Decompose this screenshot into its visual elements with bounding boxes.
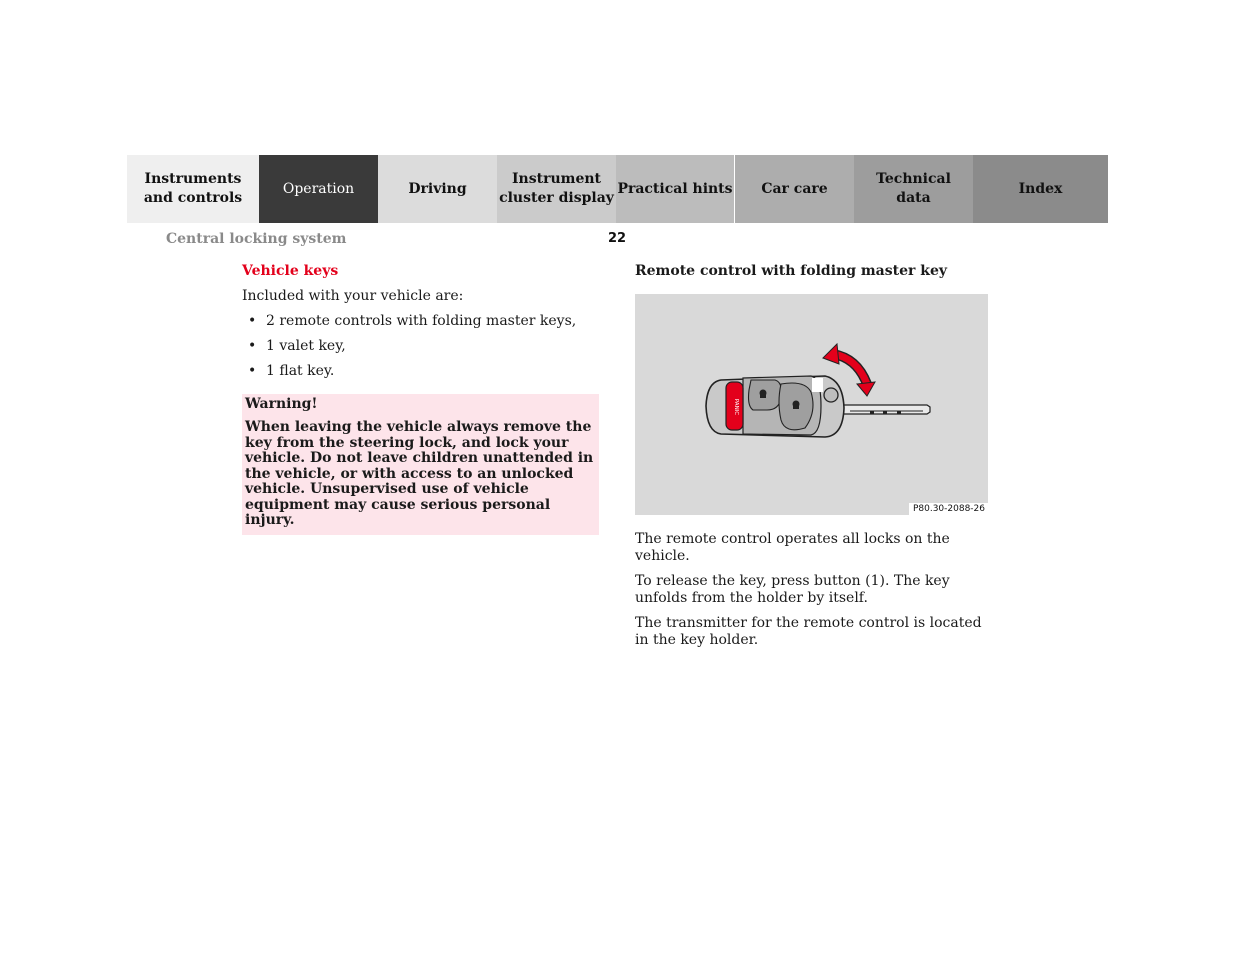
tab-instrument-cluster-display[interactable]: Instrument cluster display bbox=[497, 155, 616, 223]
right-column bbox=[635, 262, 988, 657]
panic-label: PANIC bbox=[733, 398, 739, 416]
bullet-icon: • bbox=[248, 338, 257, 354]
key-blade bbox=[840, 405, 930, 414]
list-item bbox=[242, 363, 599, 380]
tab-technical-data[interactable]: Technical data bbox=[854, 155, 973, 223]
warning-title: Warning! bbox=[245, 396, 318, 412]
tab-practical-hints[interactable]: Practical hints bbox=[616, 155, 735, 223]
tab-driving[interactable]: Driving bbox=[378, 155, 497, 223]
list-item-text: 1 flat key. bbox=[266, 363, 335, 379]
tab-car-care[interactable]: Car care bbox=[735, 155, 854, 223]
bullet-icon: • bbox=[248, 313, 257, 329]
list-item bbox=[242, 313, 599, 330]
intro-text: Included with your vehicle are: bbox=[242, 288, 464, 304]
folding-key-drawing bbox=[635, 294, 988, 515]
page-number: 22 bbox=[608, 231, 627, 246]
key-fob bbox=[706, 376, 844, 437]
list-item-text: 2 remote controls with folding master keys, bbox=[266, 313, 577, 329]
key-illustration bbox=[635, 294, 988, 515]
included-items-list bbox=[242, 313, 599, 380]
warning-box bbox=[242, 394, 599, 535]
tab-operation[interactable]: Operation bbox=[259, 155, 378, 223]
remote-paragraph-1: The remote control operates all locks on the vehicle. bbox=[635, 531, 950, 564]
remote-control-heading: Remote control with folding master key bbox=[635, 263, 948, 279]
tab-instruments-and-controls[interactable]: Instruments and controls bbox=[127, 155, 259, 223]
warning-text: When leaving the vehicle always remove the key from the steering lock, and lock your vehicle. Do not leave children unattended in the vehicle, or with access to an unlocked vehicle. Unsupervised use of vehicle equipment may cause serious personal injury. bbox=[245, 419, 594, 528]
tab-index[interactable]: Index bbox=[973, 155, 1108, 223]
bullet-icon: • bbox=[248, 363, 257, 379]
remote-paragraph-2: To release the key, press button (1). The key unfolds from the holder by itself. bbox=[635, 573, 950, 606]
remote-paragraph-3: The transmitter for the remote control is located in the key holder. bbox=[635, 615, 982, 648]
vehicle-keys-heading: Vehicle keys bbox=[242, 263, 339, 279]
release-button-shape bbox=[824, 388, 838, 402]
figure-code: P80.30-2088-26 bbox=[909, 503, 988, 515]
list-item bbox=[242, 338, 599, 355]
callout-marker bbox=[812, 378, 823, 392]
chapter-tab-bar bbox=[127, 155, 1108, 223]
list-item-text: 1 valet key, bbox=[266, 338, 346, 354]
left-column bbox=[242, 262, 599, 535]
section-title: Central locking system bbox=[166, 231, 347, 247]
